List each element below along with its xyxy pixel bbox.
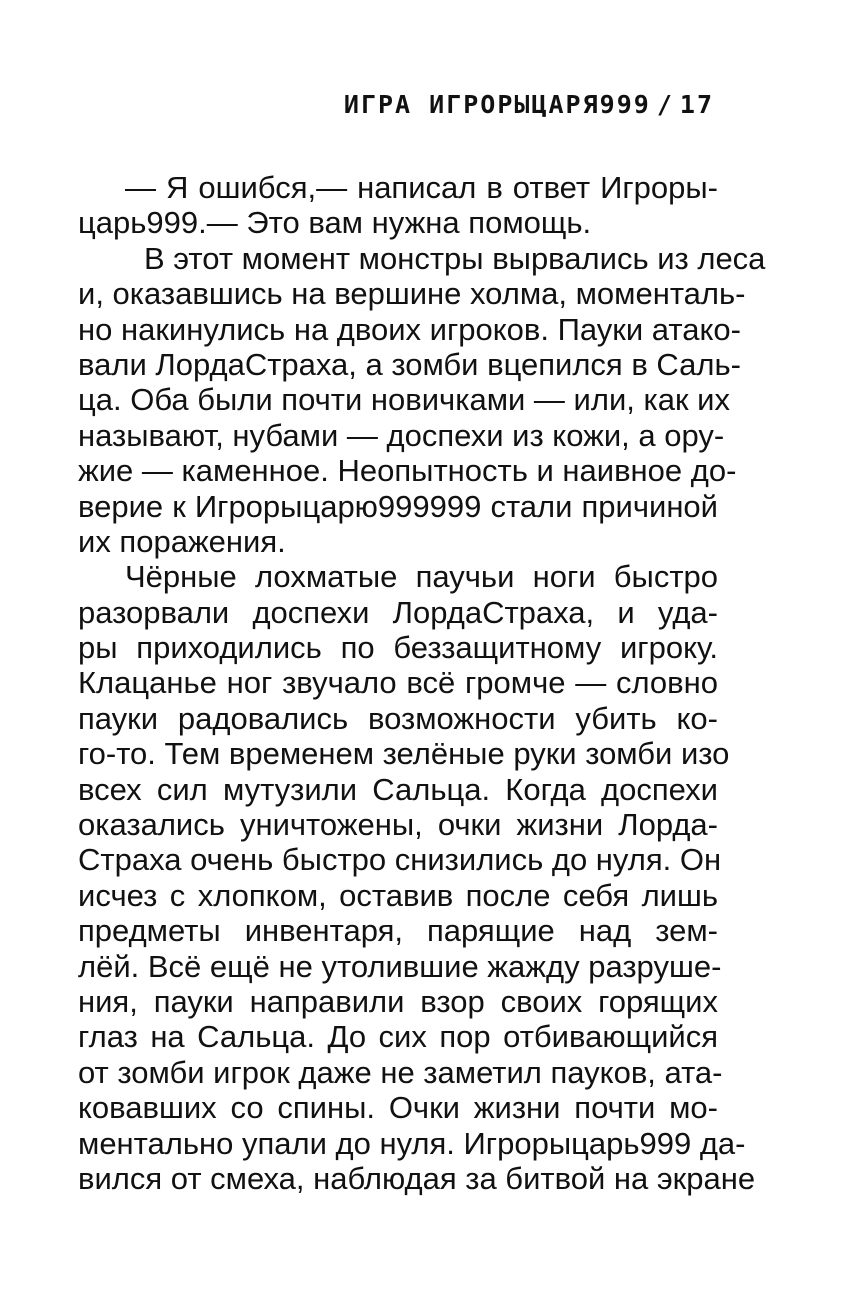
paragraph-2: [78, 240, 766, 560]
text-line: и, оказавшись на вершине холма, моменталь-: [78, 276, 746, 312]
text-line: глаз на Сальца. До сих пор отбивающийся: [78, 1019, 718, 1055]
text-line: вали ЛордаСтраха, а зомби вцепился в Саль-: [78, 346, 741, 382]
text-line: от зомби игрок даже не заметил пауков, ата-: [78, 1054, 723, 1090]
text-line: ца. Оба были почти новичками — или, как их: [78, 382, 730, 418]
text-line: предметы инвентаря, парящие над зем-: [78, 913, 718, 949]
text-line: жие — каменное. Неопытность и наивное до-: [78, 453, 737, 489]
page-number: 17: [679, 90, 714, 119]
running-title: ИГРА ИГРОРЫЦАРЯ999: [343, 90, 651, 119]
text-line: верие к Игрорыцарю999999 стали причиной: [78, 488, 718, 524]
text-line: ковавших со спины. Очки жизни почти мо-: [78, 1090, 718, 1126]
text-line: их поражения.: [78, 523, 286, 559]
body-text: [78, 170, 766, 1196]
text-line: всех сил мутузили Сальца. Когда доспехи: [78, 771, 718, 807]
text-line: разорвали доспехи ЛордаСтраха, и уда-: [78, 594, 718, 630]
paragraph-1: [78, 170, 718, 241]
text-line: Чёрные лохматые паучьи ноги быстро: [125, 559, 718, 595]
text-line: исчез с хлопком, оставив после себя лишь: [78, 877, 718, 913]
text-line: царь999.— Это вам нужна помощь.: [78, 205, 592, 241]
text-line: — Я ошибся,— написал в ответ Игроры-: [125, 170, 718, 205]
text-line: Страха очень быстро снизились до нуля. Он: [78, 842, 722, 878]
text-line: но накинулись на двоих игроков. Пауки атако-: [78, 311, 741, 347]
paragraph-3: [78, 559, 756, 1196]
text-line: го-то. Тем временем зелёные руки зомби изо: [78, 736, 730, 772]
text-line: В этот момент монстры вырвались из леса: [144, 240, 766, 276]
text-line: лёй. Всё ещё не утолившие жажду разруше-: [78, 948, 722, 984]
running-header: [344, 90, 714, 119]
text-line: ния, пауки направили взор своих горящих: [78, 983, 718, 1019]
text-line: Клацанье ног звучало всё громче — словно: [78, 665, 718, 701]
text-line: называют, нубами — доспехи из кожи, а ору-: [78, 417, 725, 453]
header-separator: /: [656, 90, 674, 119]
text-line: оказались уничтожены, очки жизни Лорда-: [78, 807, 718, 843]
text-line: пауки радовались возможности убить ко-: [78, 700, 718, 736]
text-line: ры приходились по беззащитному игроку.: [78, 630, 718, 666]
text-line: ментально упали до нуля. Игрорыцарь999 да-: [78, 1125, 746, 1161]
text-line: вился от смеха, наблюдая за битвой на экране: [78, 1160, 756, 1196]
